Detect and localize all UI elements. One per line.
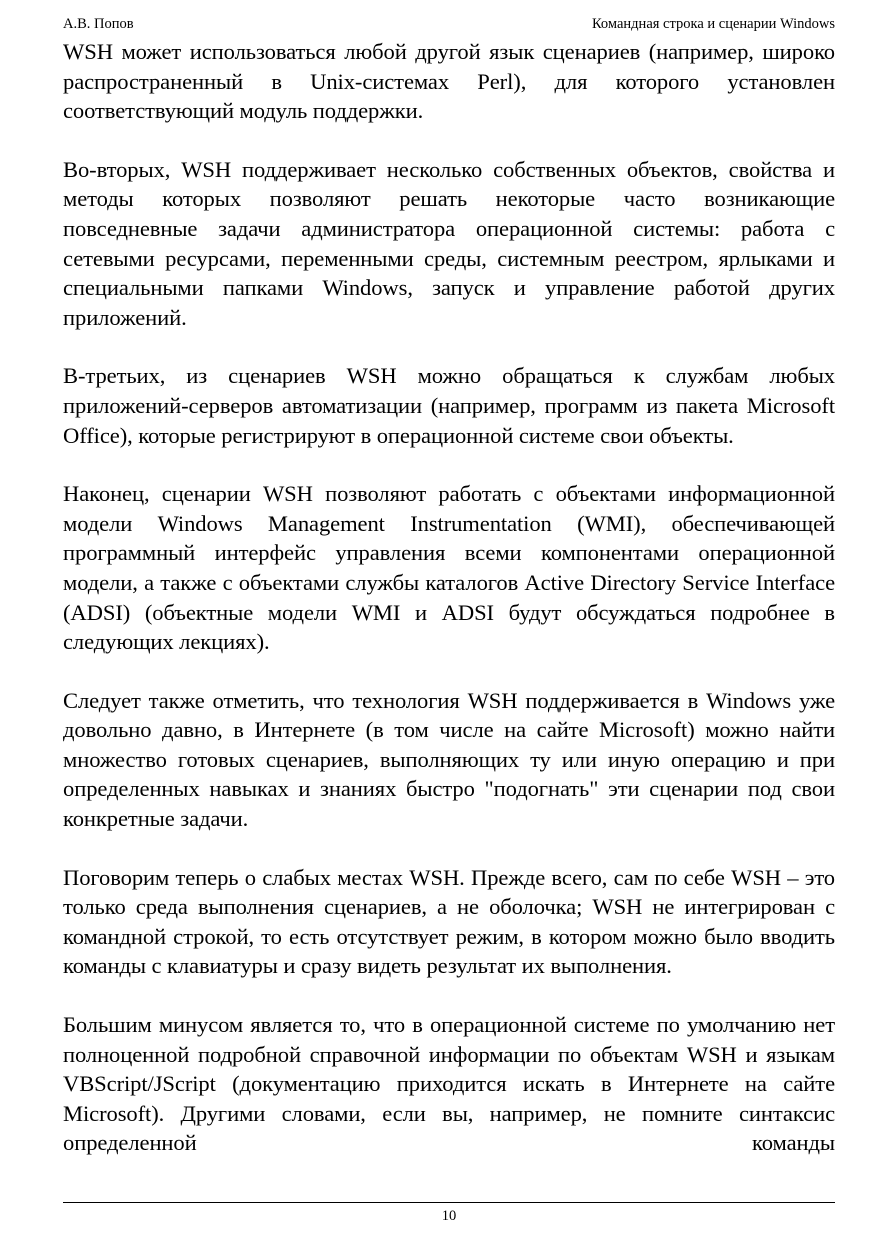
document-page [63,0,835,1241]
body-text [63,37,835,1158]
paragraph: Поговорим теперь о слабых местах WSH. Прежде всего, сам по себе WSH – это только среда выполнения сценариев, а не оболочка; WSH не интегрирован с командной строкой, то есть отсутствует режим, в котором можно было вводить команды с клавиатуры и сразу видеть результат их выполнения. [63,864,835,979]
paragraph: Следует также отметить, что технология WSH поддерживается в Windows уже довольно давно, в Интернете (в том числе на сайте Microsoft) можно найти множество готовых сценариев, выполняющих ту или иную операцию и при определенных навыках и знаниях быстро "подогнать" эти сценарии под свои конкретные задачи. [63,687,835,832]
paragraph: Во-вторых, WSH поддерживает несколько собственных объектов, свойства и методы которых позволяют решать некоторые часто возникающие повседневные задачи администратора операционной системы: работа с сетевыми ресурсами, переменными среды, системным реестром, ярлыками и специальными папками Windows, запуск и управление работой других приложений. [63,156,835,330]
header-author: А.В. Попов [63,16,134,32]
paragraph: В-третьих, из сценариев WSH можно обращаться к службам любых приложений-серверов автоматизации (например, программ из пакета Microsoft Office), которые регистрируют в операционной системе свои объекты. [63,363,835,448]
footer-divider [63,1202,835,1203]
running-header [63,15,835,33]
paragraph: Большим минусом является то, что в операционной системе по умолчанию нет полноценной подробной справочной информации по объектам WSH и языкам VBScript/JScript (документацию приходится искать в Интернете на сайте Microsoft). Другими словами, если вы, например, не помните синтаксис определенной команды [63,1012,835,1156]
paragraph: Наконец, сценарии WSH позволяют работать с объектами информационной модели Windows Management Instrumentation (WMI), обеспечивающей программный интерфейс управления всеми компонентами операционной модели, а также с объектами службы каталогов Active Directory Service Interface (ADSI) (объектные модели WMI и ADSI будут обсуждаться подробнее в следующих лекциях). [63,481,835,655]
paragraph: WSH может использоваться любой другой язык сценариев (например, широко распространенный в Unix-системах Perl), для которого установлен соответствующий модуль поддержки. [63,39,835,124]
page-number: 10 [441,1208,457,1224]
header-title: Командная строка и сценарии Windows [591,16,835,32]
